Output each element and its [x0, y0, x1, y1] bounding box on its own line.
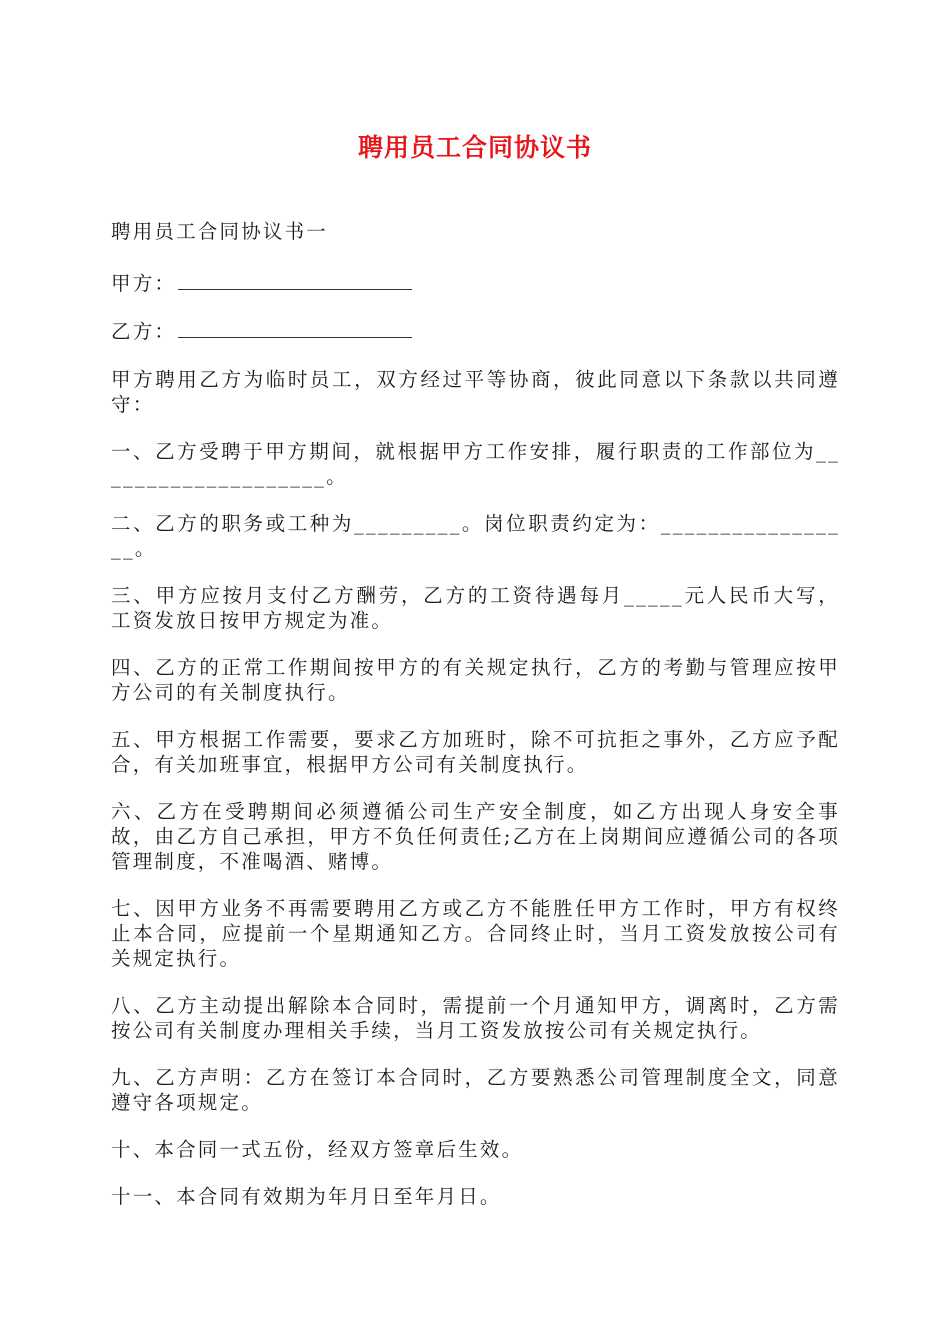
- clause-10: 十、本合同一式五份，经双方签章后生效。: [111, 1138, 524, 1161]
- clause-11: 十一、本合同有效期为年月日至年月日。: [111, 1185, 502, 1208]
- clause-text: 。岗位职责约定为：: [461, 512, 661, 535]
- clause-9: 九、乙方声明：乙方在签订本合同时，乙方要熟悉公司管理制度全文，同意遵守各项规定。: [111, 1066, 840, 1114]
- party-a-blank: [178, 271, 412, 290]
- party-a-line: [111, 271, 840, 296]
- clause-7: 七、因甲方业务不再需要聘用乙方或乙方不能胜任甲方工作时，甲方有权终止本合同，应提前一个星期通知乙方。合同终止时，当月工资发放按公司有关规定执行。: [111, 897, 840, 970]
- clause-2: [111, 511, 840, 561]
- clause-blank: ____________________: [111, 440, 840, 488]
- party-b-blank: [178, 319, 412, 338]
- party-b-line: [111, 319, 840, 344]
- intro-paragraph: 甲方聘用乙方为临时员工，双方经过平等协商，彼此同意以下条款以共同遵守：: [111, 368, 840, 416]
- clause-1: [111, 439, 840, 489]
- clause-text: 。: [326, 465, 348, 488]
- clause-blank: _________________: [111, 512, 840, 560]
- clause-text: 。: [134, 537, 157, 560]
- clause-4: 四、乙方的正常工作期间按甲方的有关规定执行，乙方的考勤与管理应按甲方公司的有关制度执行。: [111, 656, 840, 704]
- clause-text: 一、乙方受聘于甲方期间，就根据甲方工作安排，履行职责的工作部位为: [111, 440, 817, 463]
- clause-blank: _________: [353, 512, 462, 535]
- clause-5: 五、甲方根据工作需要，要求乙方加班时，除不可抗拒之事外，乙方应予配合，有关加班事宜，根据甲方公司有关制度执行。: [111, 728, 840, 776]
- party-b-label: 乙方：: [111, 320, 177, 343]
- clause-6: 六、乙方在受聘期间必须遵循公司生产安全制度，如乙方出现人身安全事故，由乙方自己承担，甲方不负任何责任;乙方在上岗期间应遵循公司的各项管理制度，不准喝酒、赌博。: [111, 800, 840, 873]
- clause-3: 三、甲方应按月支付乙方酬劳，乙方的工资待遇每月_____元人民币大写，工资发放日按甲方规定为准。: [111, 584, 840, 632]
- document-subtitle: 聘用员工合同协议书一: [111, 220, 329, 243]
- document-body: [111, 219, 840, 1231]
- party-a-label: 甲方：: [111, 272, 177, 295]
- clause-8: 八、乙方主动提出解除本合同时，需提前一个月通知甲方，调离时，乙方需按公司有关制度办理相关手续，当月工资发放按公司有关规定执行。: [111, 994, 840, 1042]
- clause-text: 二、乙方的职务或工种为: [111, 512, 354, 535]
- document-title: 聘用员工合同协议书: [357, 133, 592, 162]
